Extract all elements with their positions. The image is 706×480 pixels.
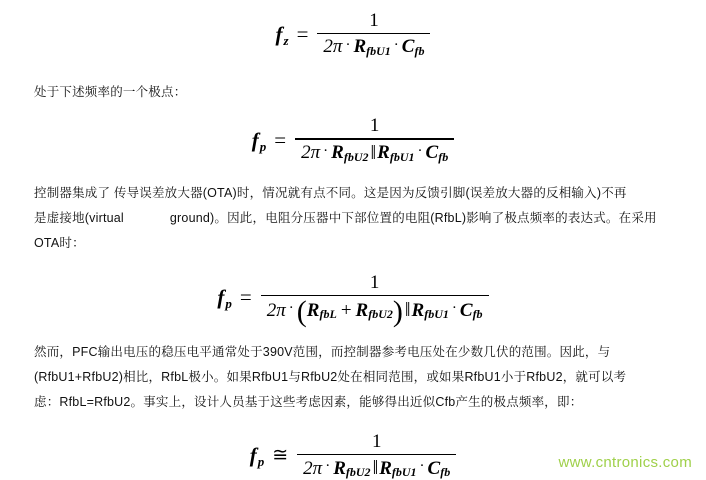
term-dot: · <box>419 458 425 475</box>
term-r-fbl-sub: fbL <box>319 307 337 322</box>
term-r-fbu1: R <box>411 299 425 321</box>
term-r-fbu2: R <box>331 142 344 164</box>
formula-fp1-subscript: p <box>259 138 267 154</box>
term-two-pi: 2π <box>303 457 323 479</box>
term-dot: · <box>451 300 457 317</box>
formula-fz-equals: = <box>296 21 309 46</box>
formula-fp2-subscript: p <box>225 296 232 312</box>
term-dot: · <box>323 142 329 159</box>
term-c-fb-sub: fb <box>440 465 451 480</box>
formula-fp1-equals: = <box>274 127 287 152</box>
term-c-fb-sub: fb <box>414 43 425 58</box>
term-dot: · <box>345 36 351 53</box>
formula-fz-denominator <box>317 34 430 58</box>
spacer <box>34 0 672 10</box>
paragraph-pfc-line2: (RfbU1+RfbU2)相比，RfbL极小。如果RfbU1与RfbU2处在相同范围，或如果RfbU1小于RfbU2，就可以考 <box>34 369 627 384</box>
term-dot: · <box>288 300 294 317</box>
formula-fp3-variable: f <box>249 442 257 467</box>
term-two-pi: 2π <box>301 142 321 164</box>
spacer <box>34 58 672 80</box>
formula-fp1-fraction <box>295 115 454 164</box>
term-c-fb: C <box>427 457 441 479</box>
formula-fp3-numerator: 1 <box>371 430 382 452</box>
term-plus: + <box>340 299 352 321</box>
term-r-fbu1-sub: fbU1 <box>389 149 415 164</box>
term-open-paren: ( <box>296 295 307 329</box>
formula-fp2-equals: = <box>239 285 252 310</box>
term-c-fb-sub: fb <box>438 149 449 164</box>
formula-fp3-lhs <box>250 443 264 468</box>
formula-fz-lhs <box>276 22 288 47</box>
term-r-fbu2-sub: fbU2 <box>345 465 371 480</box>
formula-fp1-variable: f <box>251 127 259 152</box>
term-two-pi: 2π <box>323 36 343 58</box>
paragraph-pole-intro: 处于下述频率的一个极点： <box>34 85 187 100</box>
term-r-fbu1: R <box>379 457 392 479</box>
term-parallel: ‖ <box>370 141 376 164</box>
term-r-fbu2: R <box>333 457 346 479</box>
formula-fp3-subscript: p <box>257 453 265 469</box>
term-c-fb: C <box>459 299 473 321</box>
formula-fz-numerator: 1 <box>369 10 379 31</box>
term-r-fbu2-sub: fbU2 <box>368 307 393 322</box>
formula-fp2-lhs <box>217 285 231 310</box>
formula-fp1-denominator <box>295 140 454 165</box>
formula-fp2-numerator: 1 <box>369 271 380 293</box>
term-r-fbu1-sub: fbU1 <box>424 307 449 322</box>
formula-fp-1 <box>34 115 672 164</box>
term-r-fbu1-sub: fbU1 <box>366 43 391 58</box>
paragraph-ota-line2-a: 是虚接地(virtual <box>34 210 124 225</box>
formula-fp3-approx-sign: ≅ <box>272 444 289 467</box>
term-dot: · <box>325 458 331 475</box>
paragraph-ota-line2 <box>34 206 672 231</box>
formula-fp1-lhs <box>252 128 266 153</box>
term-parallel: ‖ <box>404 299 410 322</box>
formula-fp1-numerator: 1 <box>369 115 380 137</box>
paragraph-pfc-line1: 然而，PFC输出电压的稳压电平通常处于390V范围，而控制器参考电压处在少数几伏的范围。因此，与 <box>34 344 611 359</box>
term-c-fb: C <box>425 142 439 164</box>
term-r-fbu1: R <box>353 36 367 58</box>
formula-fp3-denominator <box>297 455 456 480</box>
term-c-fb: C <box>401 36 415 58</box>
spacer <box>34 256 672 272</box>
formula-fp2-denominator <box>261 295 489 329</box>
formula-fp2-variable: f <box>217 285 225 310</box>
paragraph-ota-line1: 控制器集成了 传导误差放大器(OTA)时，情况就有点不同。这是因为反馈引脚(误差放大器的反相输入)不再 <box>34 185 627 200</box>
term-r-fbu1: R <box>377 142 390 164</box>
formula-fz <box>34 10 672 58</box>
term-close-paren: ) <box>392 295 403 329</box>
formula-fp-2 <box>34 271 672 329</box>
term-dot: · <box>417 142 423 159</box>
watermark: www.cntronics.com <box>558 454 692 471</box>
spacer <box>34 165 672 181</box>
formula-fz-subscript: z <box>283 32 289 48</box>
paragraph-pfc-line3: 虑：RfbL=RfbU2。事实上，设计人员基于这些考虑因素，能够得出近似Cfb产生的极点频率，即： <box>34 394 583 409</box>
spacer <box>34 415 672 431</box>
term-r-fbl: R <box>306 299 320 321</box>
spacer <box>34 105 672 115</box>
paragraph-ota-line2-b: ground)。因此，电阻分压器中下部位置的电阻(RfbL)影响了极点频率的表达式。在采用 <box>169 210 657 225</box>
term-parallel: ‖ <box>372 457 378 480</box>
formula-fp2-fraction <box>261 271 489 329</box>
term-c-fb-sub: fb <box>472 307 483 322</box>
term-two-pi: 2π <box>266 299 286 321</box>
spacer <box>34 324 672 340</box>
formula-fz-variable: f <box>275 21 283 46</box>
term-r-fbu1-sub: fbU1 <box>391 465 417 480</box>
term-r-fbu2: R <box>355 299 369 321</box>
paragraph-ota-line3: OTA时： <box>34 235 85 250</box>
formula-fz-fraction <box>317 10 430 58</box>
term-r-fbu2-sub: fbU2 <box>343 149 369 164</box>
formula-fp3-fraction <box>297 431 456 480</box>
term-dot: · <box>393 36 399 53</box>
